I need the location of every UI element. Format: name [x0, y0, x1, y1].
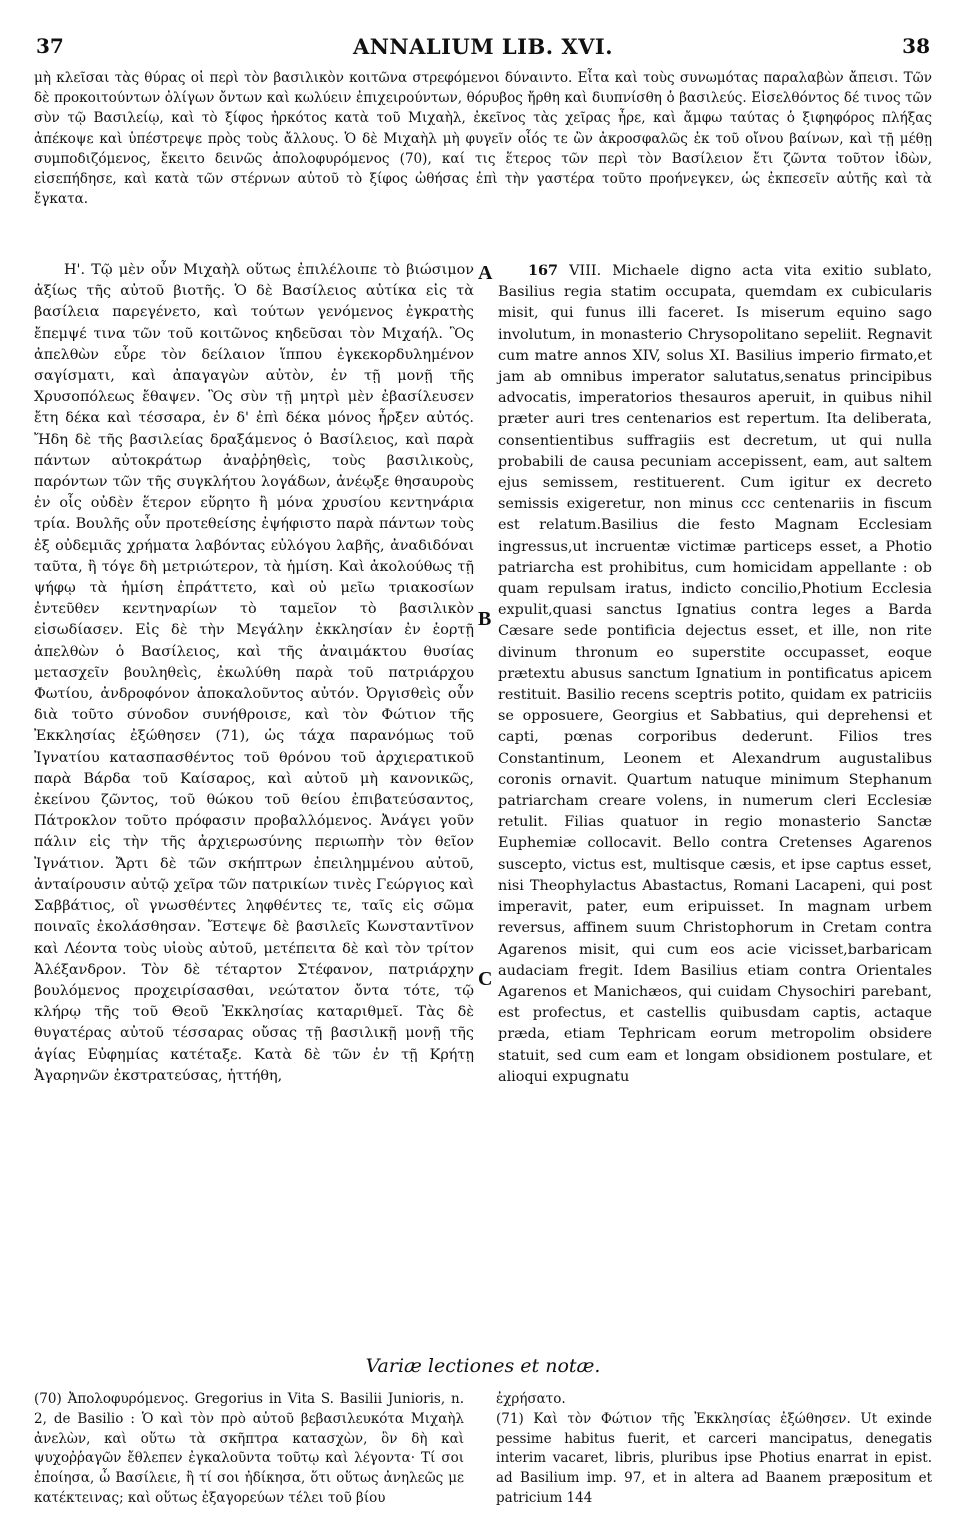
- latin-column: [498, 260, 932, 1088]
- margin-marker-b: B: [478, 608, 492, 630]
- note-71: (71) Καὶ τὸν Φώτιον τῆς Ἐκκλησίας ἐξώθησεν. Ut exinde pessime habitus fuerit, et carceri mancipatus, denegatis interim vacaret, libris, pluribus ipse Photius enarrat in epist. ad Basilium imp. 97, et in altera ad Baanem præpositum et patricium 144: [496, 1410, 932, 1506]
- latin-paragraph: [498, 260, 932, 1088]
- full-width-greek-text: [34, 68, 932, 209]
- notes-right-column: [496, 1390, 932, 1509]
- margin-marker-a: A: [478, 262, 493, 284]
- latin-text: VIII. Michaele digno acta vita exitio sublato, Basilius regia statim occupata, quemdam ex cubicularis misit, qui funus illi faceret. Is miserum equino sago involutum, in monasterio Chrysopolitano sepeliit. Regnavit cum matre annos XIV, solus XI. Basilius imperio firmato,et jam ab omnibus imperator salutatus,senatus principibus advocatis, imperatorios thesauros aperuit, in quibus nihil præter auri tres centenarios est repertum. Ita deliberata, consentientibus suffragiis est decretum, ut qui nulla probabili de causa pecuniam accepissent, eam, aut saltem ejus semissem, restituerent. Cum igitur ex decreto semissis exigeretur, non minus ccc centenariis in fiscum est relatum.Basilius die festo Magnam Ecclesiam ingressus,ut incruentæ victimæ particeps esset, a Photio patriarcha est prohibitus, cum homicidam appellante : ob quam repulsam iratus, indicto concilio,Photium Ecclesia expulit,quasi sanctus Ignatius contra leges a Barda Cæsare sede pontificia dejectus esset, et ille, non rite divinum thronum eo superstite occupasset, eoque prætextu abusus sanctum Ignatium in pontificatus apicem restituit. Basilio recens sceptris potito, quidam ex patriciis se opposuere, Georgius et Sabbatius, qui deprehensi et capti, pœnas corporibus dederunt. Filios tres Constantinum, Leonem et Alexandrum augustalibus coronis ornavit. Quartum natuque minimum Stephanum patriarcham creare volens, in numerum cleri Ecclesiæ retulit. Filias quatuor in regio monasterio Sanctæ Euphemiæ collocavit. Bello contra Cretenses Agarenos suscepto, victus est, multisque cæsis, et ipse captus esset, nisi Theophylactus Abastactus, Romani Lacapeni, qui post imperavit, pater, eum eripuisset. In magnam urbem reversus, affinem suum Christophorum in Cretam contra Agarenos misit, qui cum eos acie vicisset,barbaricam audaciam fregit. Idem Basilius etiam contra Orientales Agarenos et Manichæos, qui cuidam Chysochiri parebant, est profectus, et castellis quibusdam captis, actaque præda, etiam Tephricam eorum metropolim obsidere statuit, sed cum eam et longam obsidionem postulare, et alioqui expugnatu: [498, 263, 932, 1085]
- margin-marker-c: C: [478, 968, 493, 990]
- full-width-paragraph: μὴ κλεῖσαι τὰς θύρας οἱ περὶ τὸν βασιλικὸν κοιτῶνα στρεφόμενοι δύναιντο. Εἶτα καὶ τοὺς συνωμότας παραλαβὼν ἄπεισι. Τῶν δὲ προκοιτούντων ὀλίγων ὄντων καὶ κωλύειν ἐπιχειρούντων, θόρυβος ἤρθη καὶ διυπνίσθη ὁ βασιλεύς. Εἰσελθόντος δέ τινος τῶν σὺν τῷ Βασιλείῳ, καὶ τὸ ξίφος ἠρκότος κατὰ τοῦ Μιχαὴλ, ἐκεῖνος τὰς χεῖρας ἦρε, καὶ ἄμφω ταύτας ὁ ξιφηφόρος πλήξας ἀπέκοψε καὶ ὑπέστρεψε πρὸς τοὺς ἄλλους. Ὁ δὲ Μιχαὴλ μὴ φυγεῖν οἷός τε ὢν ἀκροσφαλῶς ἐκ τοῦ οἴνου βαίνων, καὶ τῇ μέθῃ συμποδιζόμενος, ἔκειτο δεινῶς ἀπολοφυρόμενος (70), καί τις ἕτερος τῶν περὶ τὸν Βασίλειον ἔτι ζῶντα τοῦτον ἰδὼν, εἰσεπήδησε, καὶ κατὰ τῶν στέρνων αὐτοῦ τὸ ξίφος ὠθήσας ἐπὶ τὴν γαστέρα τοῦτο προήνεγκεν, ὡς ἐκπεσεῖν αὐτῆς καὶ τὰ ἔγκατα.: [34, 70, 932, 208]
- running-title: ANNALIUM LIB. XVI.: [352, 34, 614, 59]
- latin-column-number: 167: [528, 262, 559, 279]
- page-header: [36, 34, 930, 64]
- notes-left-column: [34, 1390, 464, 1509]
- page-number-right: 38: [902, 34, 930, 58]
- greek-column: [34, 260, 474, 1087]
- notes-title: Variæ lectiones et notæ.: [365, 1355, 601, 1377]
- note-70-continuation: ἐχρήσατο.: [496, 1391, 566, 1407]
- page-number-left: 37: [36, 34, 64, 58]
- greek-paragraph: Η'. Τῷ μὲν οὖν Μιχαὴλ οὕτως ἐπιλέλοιπε τὸ βιώσιμον ἀξίως τῆς αὐτοῦ βιοτῆς. Ὁ δὲ Βασίλειος αὐτίκα εἰς τὰ βασίλεια παρεγένετο, καὶ τούτων γενόμενος ἐγκρατὴς ἔπεμψέ τινα τῶν τοῦ κοιτῶνος κηδεῦσαι τὸν Μιχαήλ. Ὃς ἀπελθὼν εὗρε τὸν δείλαιον ἵππου ἐγκεκορδυλημένον σαγίσματι, καὶ ἀπαγαγὼν αὐτὸν, ἐν τῇ μονῇ τῆς Χρυσοπόλεως ἔθαψεν. Ὃς σὺν τῇ μητρὶ μὲν ἐβασίλευσεν ἔτη δέκα καὶ τέσσαρα, ἐν δ' ἐπὶ δέκα μόνος ἦρξεν αὐτός. Ἤδη δὲ τῆς βασιλείας δραξάμενος ὁ Βασίλειος, καὶ παρὰ πάντων αὐτοκράτωρ ἀναῤῥηθεὶς, τοὺς βασιλικοὺς, παρόντων τῶν τῆς συγκλήτου λογάδων, ἀνέῳξε θησαυροὺς ἐν οἷς οὐδὲν ἕτερον εὕρητο ἢ μόνα χρυσίου κεντηνάρια τρία. Βουλῆς οὖν προτεθείσης ἐψήφιστο παρὰ πάντων τοὺς ἐξ οὐδεμιᾶς χρήματα λαβόντας εὐλόγου λαβῆς, ἀναδιδόναι ταῦτα, ἢ τόγε δὴ μετριώτερον, τὰ ἡμίση. Καὶ ἀκολούθως τῇ ψήφῳ τὰ ἡμίση ἐπράττετο, καὶ οὐ μεῖω τριακοσίων ἐντεῦθεν κεντηναρίων τὸ ταμεῖον τὸ βασιλικὸν εἰσωδίασεν. Εἰς δὲ τὴν Μεγάλην ἐκκλησίαν ἐν ἑορτῇ ἀπελθὼν ὁ Βασίλειος, καὶ τῆς ἀναιμάκτου θυσίας μετασχεῖν βουληθεὶς, ἐκωλύθη παρὰ τοῦ πατριάρχου Φωτίου, ἀνδροφόνον ἀποκαλοῦντος αὐτόν. Ὀργισθεὶς οὖν διὰ τοῦτο σύνοδον συνήθροισε, καὶ τὸν Φώτιον τῆς Ἐκκλησίας ἐξώθησεν (71), ὡς τάχα παρανόμως τοῦ Ἰγνατίου κατασπασθέντος τοῦ θρόνου τοῦ ἀρχιερατικοῦ παρὰ Βάρδα τοῦ Καίσαρος, καὶ αὐτοῦ μὴ κανονικῶς, ἐκείνου ζῶντος, τοῦ θώκου τοῦ θείου ἐπιβατεύσαντος, Πάτροκλον τοῦτο πρόφασιν προβαλλόμενος. Ἀνάγει γοῦν πάλιν εἰς τὴν τῆς ἀρχιερωσύνης περιωπὴν τὸν θεῖον Ἰγνάτιον. Ἄρτι δὲ τῶν σκήπτρων ἐπειλημμένου αὐτοῦ, ἀνταίρουσιν αὐτῷ χεῖρα τῶν πατρικίων τινὲς Γεώργιος καὶ Σαββάτιος, οἳ γνωσθέντες ληφθέντες τε, ταῖς εἰς σῶμα ποιναῖς ἐκολάσθησαν. Ἔστεψε δὲ βασιλεῖς Κωνσταντῖνον καὶ Λέοντα τοὺς υἱοὺς αὐτοῦ, μετέπειτα δὲ καὶ τὸν τρίτον Ἀλέξανδρον. Τὸν δὲ τέταρτον Στέφανον, πατριάρχην βουλόμενος προχειρίσασθαι, νεώτατον ὄντα τότε, τῷ κλήρῳ τῆς τοῦ Θεοῦ Ἐκκλησίας καταριθμεῖ. Τὰς δὲ θυγατέρας αὐτοῦ τέσσαρας οὔσας τῇ βασιλικῇ μονῇ τῆς ἁγίας Εὐφημίας κατέταξε. Κατὰ δὲ τῶν ἐν τῇ Κρήτῃ Ἀγαρηνῶν ἐκστρατεύσας, ἡττήθη,: [34, 262, 474, 1084]
- note-70: (70) Ἀπολοφυρόμενος. Gregorius in Vita S. Basilii Junioris, n. 2, de Basilio : Ὁ καὶ τὸν πρὸ αὐτοῦ βεβασιλευκότα Μιχαὴλ ἀνελὼν, καὶ οὕτω τὰ σκῆπτρα κατασχὼν, ὃν δὴ καὶ ψυχοῤῥαγῶν ἔθλεπεν ἐγκαλοῦντα τοῦτῳ καὶ λέγοντα· Τί σοι ἐποίησα, ὦ Βασίλειε, ἢ τί σοι ἠδίκησα, ὅτι οὕτως ἀνηλεῶς με κατέκτεινας; καὶ οὕτως ἐξαγορεύων τέλει τοῦ βίου: [34, 1391, 464, 1506]
